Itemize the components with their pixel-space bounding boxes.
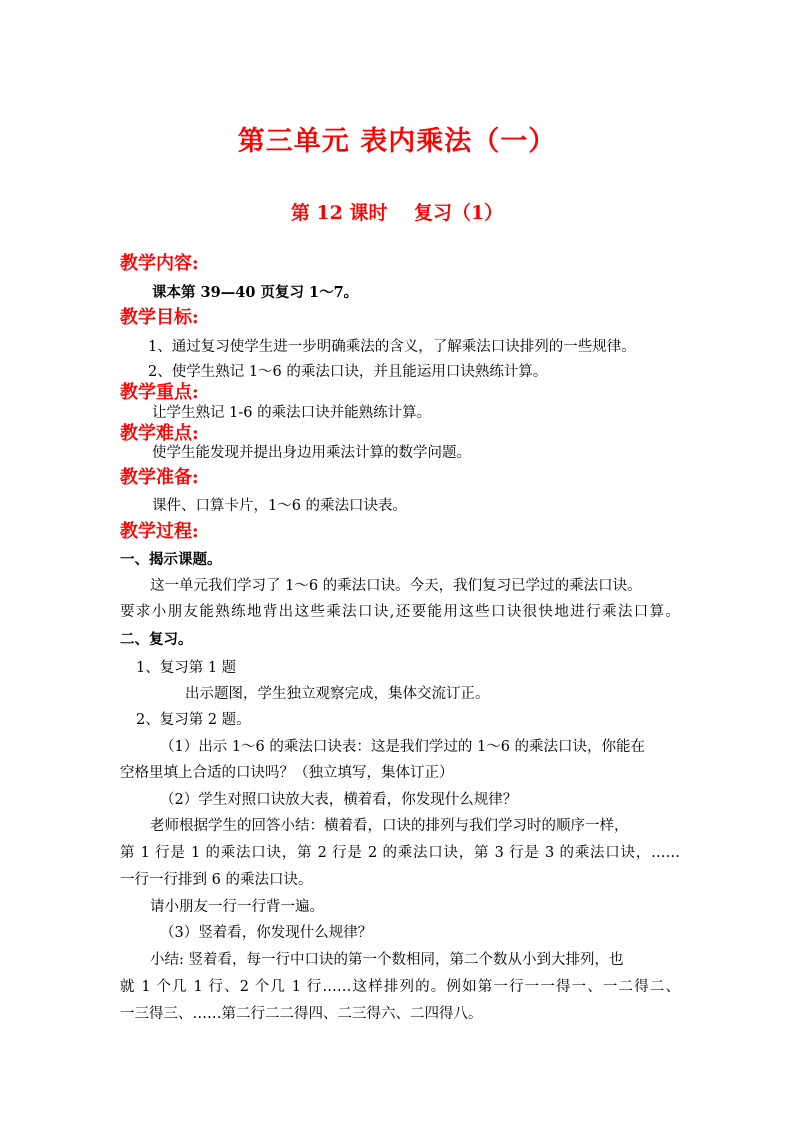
sub-3-text: （3）竖着看，你发现什么规律？ (160, 925, 373, 941)
review-item-2-title: 2、复习第 2 题。 (136, 712, 251, 728)
unit-title: 第三单元 表内乘法（一） (237, 126, 557, 157)
teaching-goals-heading: 教学目标: (120, 307, 199, 328)
sub-1-line-2: 空格里填上合适的口诀吗？（独立填写，集体订正） (120, 765, 454, 781)
summary-1-line-3: 一行一行排到 6 的乘法口诀。 (120, 872, 313, 888)
key-points-text: 让学生熟记 1-6 的乘法口诀并能熟练计算。 (152, 405, 432, 421)
teaching-content-text: 课本第 39—40 页复习 1～7。 (152, 284, 359, 301)
teaching-goal-2: 2、使学生熟记 1～6 的乘法口诀，并且能运用口诀熟练计算。 (148, 364, 548, 380)
summary-2-line-2: 就 1 个几 1 行、2 个几 1 行……这样排列的。例如第一行一一得一、一二得二、 (120, 979, 680, 995)
preparation-heading: 教学准备: (120, 467, 199, 488)
lesson-title: 第 12 课时 复习（1） (290, 202, 504, 224)
difficulties-heading: 教学难点: (120, 423, 199, 444)
summary-2-line-3: 一三得三、……第二行二二得四、二三得六、二四得八。 (120, 1006, 483, 1022)
key-points-heading: 教学重点: (120, 382, 199, 403)
sub-1-line-1: （1）出示 1～6 的乘法口诀表：这是我们学过的 1～6 的乘法口诀，你能在 (160, 739, 646, 755)
review-item-1-text: 出示题图，学生独立观察完成，集体交流订正。 (185, 686, 490, 702)
section-1-line-1: 这一单元我们学习了 1～6 的乘法口诀。今天，我们复习已学过的乘法口诀。 (150, 578, 642, 594)
review-item-1-title: 1、复习第 1 题 (136, 660, 237, 676)
section-1-line-2: 要求小朋友能熟练地背出这些乘法口诀,还要能用这些口诀很快地进行乘法口算。 (120, 604, 680, 620)
section-1-title: 一、揭示课题。 (120, 551, 222, 568)
process-heading: 教学过程: (120, 521, 199, 542)
difficulties-text: 使学生能发现并提出身边用乘法计算的数学问题。 (152, 445, 471, 461)
preparation-text: 课件、口算卡片，1～6 的乘法口诀表。 (152, 498, 408, 514)
summary-1-line-1: 老师根据学生的回答小结：横着看，口诀的排列与我们学习时的顺序一样， (150, 818, 629, 834)
summary-2-line-1: 小结: 竖着看，每一行中口诀的第一个数相同，第二个数从小到大排列，也 (150, 952, 624, 968)
recite-text: 请小朋友一行一行背一遍。 (150, 899, 324, 915)
sub-2-text: （2）学生对照口诀放大表，横着看，你发现什么规律？ (160, 792, 518, 808)
section-2-title: 二、复习。 (120, 631, 193, 648)
teaching-goal-1: 1、通过复习使学生进一步明确乘法的含义，了解乘法口诀排列的一些规律。 (148, 339, 636, 355)
summary-1-line-2: 第 1 行是 1 的乘法口诀，第 2 行是 2 的乘法口诀，第 3 行是 3 的乘法口诀，…… (120, 845, 680, 861)
teaching-content-heading: 教学内容: (120, 253, 199, 274)
